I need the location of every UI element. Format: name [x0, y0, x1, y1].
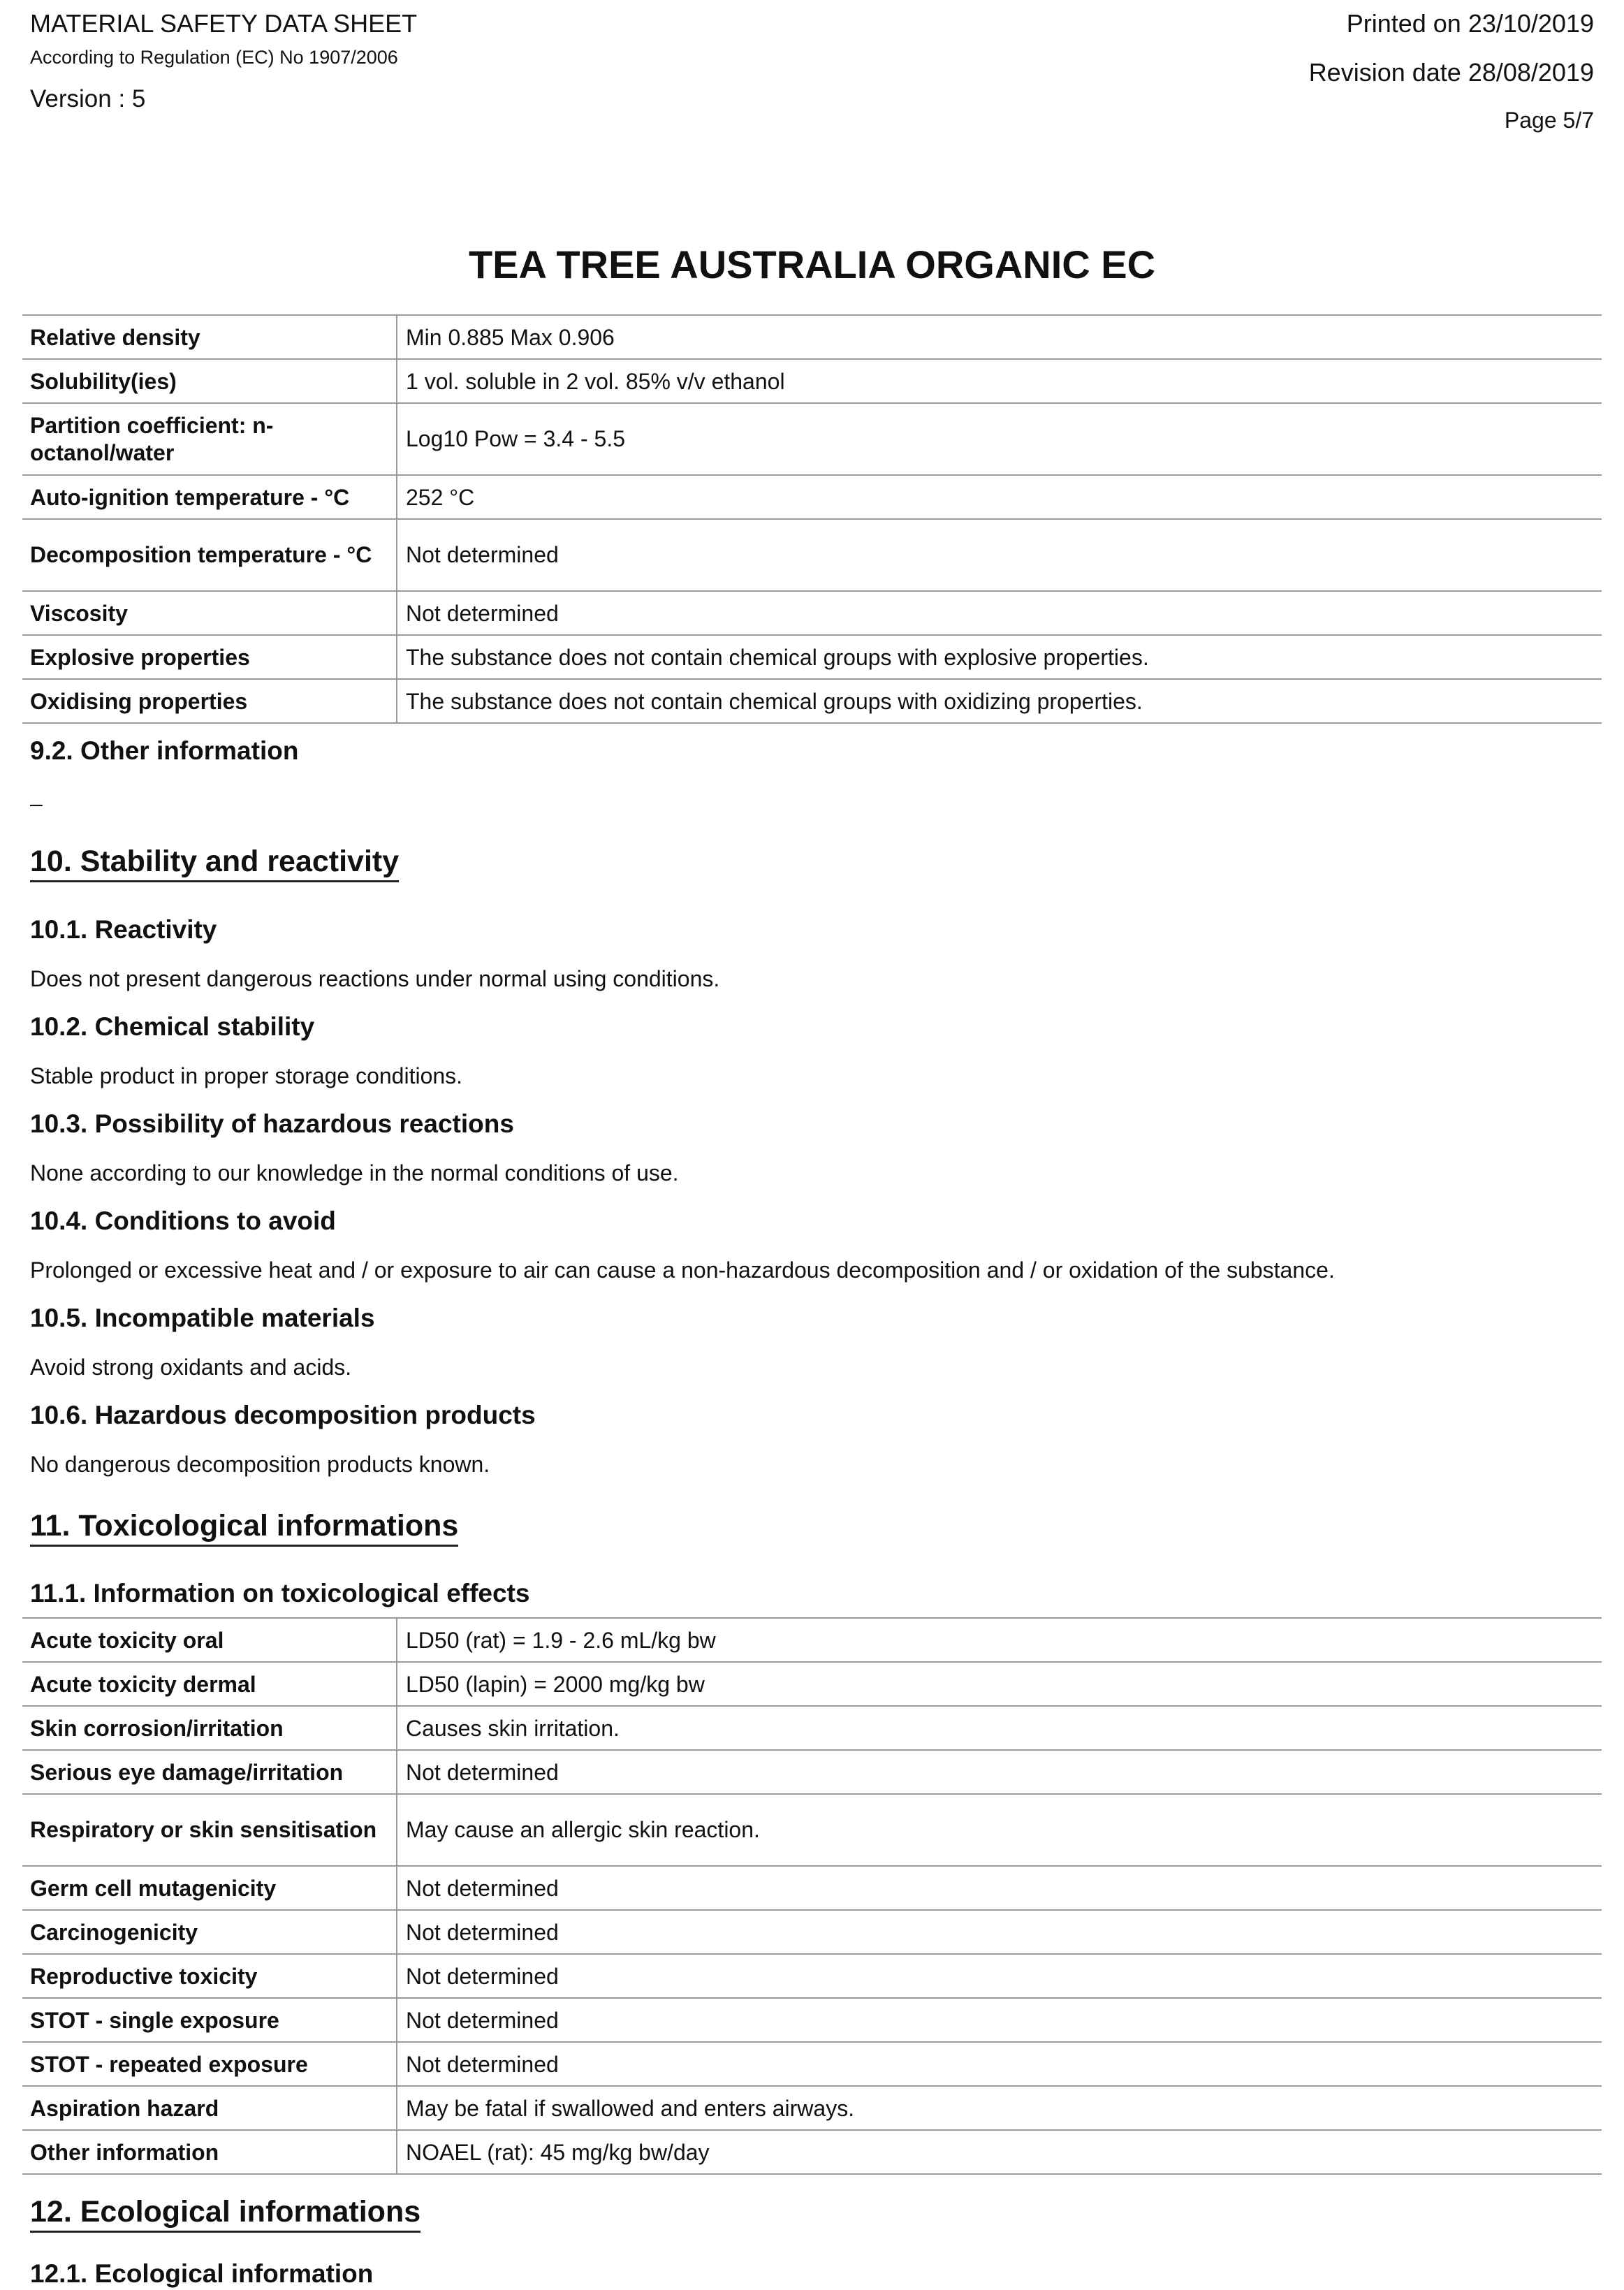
table-row	[22, 635, 1602, 679]
printed-date: Printed on 23/10/2019	[1346, 9, 1594, 38]
table-row	[22, 1618, 1602, 1662]
property-key: Decomposition temperature - °C	[22, 519, 397, 591]
section-heading-11: 11. Toxicological informations	[30, 1508, 458, 1547]
toxicology-key: Aspiration hazard	[22, 2086, 397, 2130]
property-key: Solubility(ies)	[22, 359, 397, 403]
header-left	[30, 8, 417, 115]
section-heading-10: 10. Stability and reactivity	[30, 843, 399, 882]
toxicology-value: Not determined	[397, 1866, 1602, 1910]
table-row	[22, 1998, 1602, 2042]
subsection-text-10-3: None according to our knowledge in the normal conditions of use.	[30, 1160, 679, 1186]
toxicology-value: Not determined	[397, 1750, 1602, 1794]
table-row	[22, 591, 1602, 635]
toxicology-key: STOT - repeated exposure	[22, 2042, 397, 2086]
toxicology-key: Acute toxicity oral	[22, 1618, 397, 1662]
subsection-heading-10-5: 10.5. Incompatible materials	[30, 1304, 375, 1332]
subsection-heading-9-2: 9.2. Other information	[30, 736, 299, 765]
subsection-text-10-2: Stable product in proper storage conditions.	[30, 1063, 463, 1088]
toxicology-value: NOAEL (rat): 45 mg/kg bw/day	[397, 2130, 1602, 2174]
toxicology-value: Not determined	[397, 1910, 1602, 1954]
property-key: Partition coefficient: n-octanol/water	[22, 403, 397, 475]
subsection-heading-10-4: 10.4. Conditions to avoid	[30, 1206, 336, 1235]
table-row	[22, 403, 1602, 475]
subsection-heading-10-3: 10.3. Possibility of hazardous reactions	[30, 1109, 514, 1138]
property-value: 1 vol. soluble in 2 vol. 85% v/v ethanol	[397, 359, 1602, 403]
table-row	[22, 1954, 1602, 1998]
toxicology-value: Not determined	[397, 2042, 1602, 2086]
property-key: Relative density	[22, 315, 397, 359]
subsection-text-9-2: –	[30, 791, 43, 816]
section-heading-12: 12. Ecological informations	[30, 2194, 420, 2233]
version-label: Version : 5	[30, 85, 146, 112]
subsection-heading-11-1: 11.1. Information on toxicological effects	[30, 1579, 530, 1607]
subsection-heading-10-6: 10.6. Hazardous decomposition products	[30, 1401, 536, 1429]
toxicology-key: Serious eye damage/irritation	[22, 1750, 397, 1794]
property-value: The substance does not contain chemical groups with explosive properties.	[397, 635, 1602, 679]
toxicology-value: Not determined	[397, 1954, 1602, 1998]
toxicology-key: STOT - single exposure	[22, 1998, 397, 2042]
table-row	[22, 1866, 1602, 1910]
toxicology-value: Causes skin irritation.	[397, 1706, 1602, 1750]
toxicology-value: LD50 (rat) = 1.9 - 2.6 mL/kg bw	[397, 1618, 1602, 1662]
physical-properties-table	[22, 314, 1602, 724]
property-value: 252 °C	[397, 475, 1602, 519]
toxicology-key: Respiratory or skin sensitisation	[22, 1794, 397, 1866]
property-value: Log10 Pow = 3.4 - 5.5	[397, 403, 1602, 475]
subsection-heading-10-2: 10.2. Chemical stability	[30, 1012, 315, 1041]
property-key: Oxidising properties	[22, 679, 397, 723]
toxicology-key: Other information	[22, 2130, 397, 2174]
subsection-text-10-4: Prolonged or excessive heat and / or exposure to air can cause a non-hazardous decomposition and / or oxidation of the substance.	[30, 1257, 1335, 1283]
subsection-text-10-6: No dangerous decomposition products known.	[30, 1452, 490, 1477]
property-value: The substance does not contain chemical groups with oxidizing properties.	[397, 679, 1602, 723]
table-row	[22, 2042, 1602, 2086]
table-row	[22, 359, 1602, 403]
table-row	[22, 519, 1602, 591]
table-row	[22, 1662, 1602, 1706]
regulation-note: According to Regulation (EC) No 1907/2006	[30, 47, 398, 68]
toxicology-key: Skin corrosion/irritation	[22, 1706, 397, 1750]
table-row	[22, 1750, 1602, 1794]
property-key: Auto-ignition temperature - °C	[22, 475, 397, 519]
table-row	[22, 2130, 1602, 2174]
property-value: Min 0.885 Max 0.906	[397, 315, 1602, 359]
toxicology-table	[22, 1617, 1602, 2175]
subsection-text-10-5: Avoid strong oxidants and acids.	[30, 1355, 352, 1380]
product-title: TEA TREE AUSTRALIA ORGANIC EC	[468, 242, 1156, 286]
table-row	[22, 315, 1602, 359]
toxicology-key: Acute toxicity dermal	[22, 1662, 397, 1706]
table-row	[22, 2086, 1602, 2130]
table-row	[22, 679, 1602, 723]
table-row	[22, 1706, 1602, 1750]
revision-date: Revision date 28/08/2019	[1308, 58, 1594, 87]
table-row	[22, 475, 1602, 519]
toxicology-value: May cause an allergic skin reaction.	[397, 1794, 1602, 1866]
subsection-text-10-1: Does not present dangerous reactions under normal using conditions.	[30, 966, 720, 991]
toxicology-value: May be fatal if swallowed and enters airways.	[397, 2086, 1602, 2130]
property-value: Not determined	[397, 591, 1602, 635]
table-row	[22, 1794, 1602, 1866]
property-value: Not determined	[397, 519, 1602, 591]
toxicology-key: Carcinogenicity	[22, 1910, 397, 1954]
table-row	[22, 1910, 1602, 1954]
subsection-heading-10-1: 10.1. Reactivity	[30, 915, 217, 944]
toxicology-key: Germ cell mutagenicity	[22, 1866, 397, 1910]
document-title: MATERIAL SAFETY DATA SHEET	[30, 9, 418, 38]
property-key: Explosive properties	[22, 635, 397, 679]
toxicology-key: Reproductive toxicity	[22, 1954, 397, 1998]
property-key: Viscosity	[22, 591, 397, 635]
toxicology-value: LD50 (lapin) = 2000 mg/kg bw	[397, 1662, 1602, 1706]
header-right	[1309, 8, 1594, 134]
subsection-heading-12-1: 12.1. Ecological information	[30, 2259, 374, 2288]
toxicology-value: Not determined	[397, 1998, 1602, 2042]
page-number: Page 5/7	[1504, 108, 1594, 133]
